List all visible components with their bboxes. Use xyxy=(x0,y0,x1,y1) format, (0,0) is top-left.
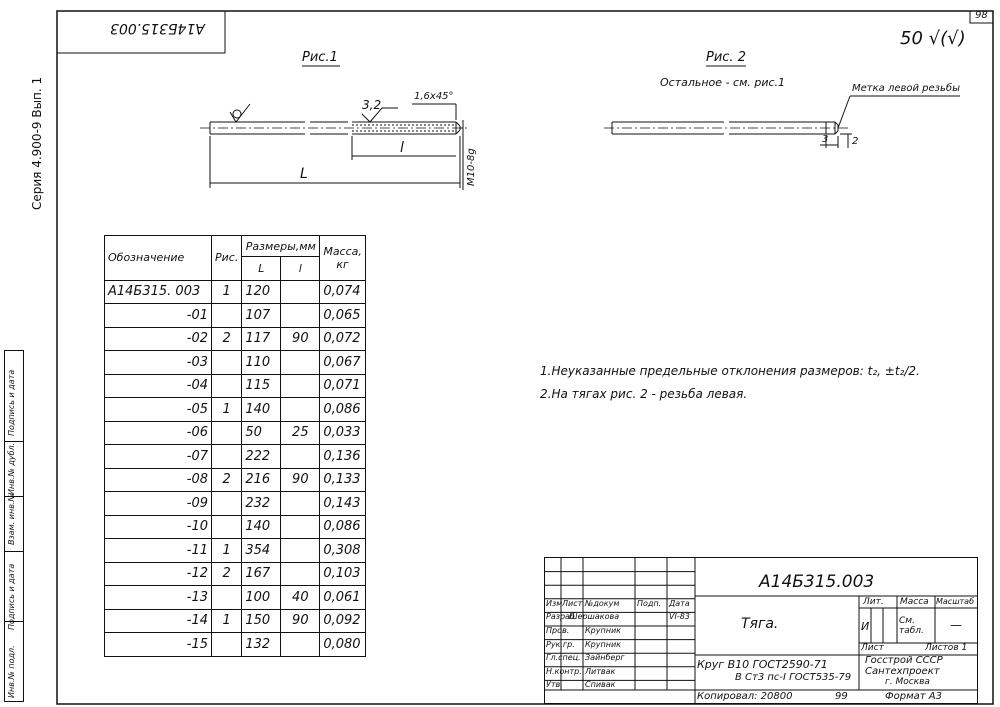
table-row-l: 90 xyxy=(281,609,320,633)
table-row-l xyxy=(281,515,320,539)
table-row-designation: А14Б315. 003 xyxy=(105,280,212,304)
fig2-rest: Остальное - см. рис.1 xyxy=(660,76,786,89)
header-l: l xyxy=(281,257,320,281)
tb-lit: Лит. xyxy=(863,597,884,607)
tb-role-date: VI-83 xyxy=(669,612,690,621)
tb-date-header: Дата xyxy=(669,599,690,608)
table-row-fig xyxy=(212,633,242,657)
table-row-mass: 0,033 xyxy=(320,421,366,445)
table-row-designation: -11 xyxy=(105,539,212,563)
table-row-mass: 0,072 xyxy=(320,327,366,351)
tb-role-name: Шершакова xyxy=(569,612,620,621)
tb-name: Тяга. xyxy=(741,616,779,632)
table-row-mass: 0,067 xyxy=(320,351,366,375)
table-row-fig xyxy=(212,374,242,398)
table-row-l xyxy=(281,445,320,469)
tb-org-2: Сантехпроект xyxy=(865,666,940,677)
tb-role: Утв. xyxy=(546,680,563,689)
table-row-l xyxy=(281,492,320,516)
tb-role: Рук.гр. xyxy=(546,640,575,649)
tb-role-name: Крупник xyxy=(585,626,621,635)
table-row-fig: 2 xyxy=(212,562,242,586)
tb-role: Н.контр. xyxy=(546,667,582,676)
table-row-designation: -04 xyxy=(105,374,212,398)
table-row-mass: 0,086 xyxy=(320,398,366,422)
table-row-mass: 0,074 xyxy=(320,280,366,304)
table-row-L: 110 xyxy=(242,351,281,375)
table-row-designation: -09 xyxy=(105,492,212,516)
header-mass: Масса, кг xyxy=(320,236,366,281)
tb-lit-val: И xyxy=(861,620,870,633)
table-row-fig xyxy=(212,492,242,516)
table-row-l: 40 xyxy=(281,586,320,610)
table-row-l: 90 xyxy=(281,327,320,351)
tb-mass-val: См. табл. xyxy=(899,616,924,636)
table-row-mass: 0,086 xyxy=(320,515,366,539)
table-row-designation: -08 xyxy=(105,468,212,492)
tb-scale: Масштаб xyxy=(936,597,975,606)
table-row-designation: -05 xyxy=(105,398,212,422)
tb-role-name: Спивак xyxy=(585,680,616,689)
fig1-dim-L: L xyxy=(300,166,308,182)
note-2: 2.На тягах рис. 2 - резьба левая. xyxy=(540,387,748,401)
tb-mass: Масса xyxy=(900,597,929,607)
table-row-mass: 0,308 xyxy=(320,539,366,563)
table-row-fig xyxy=(212,586,242,610)
table-row-mass: 0,061 xyxy=(320,586,366,610)
table-row-designation: -14 xyxy=(105,609,212,633)
table-row-fig: 1 xyxy=(212,280,242,304)
fig1-chamfer: 1,6x45° xyxy=(414,91,454,102)
table-row-designation: -12 xyxy=(105,562,212,586)
table-row-mass: 0,136 xyxy=(320,445,366,469)
table-row-designation: -02 xyxy=(105,327,212,351)
fig2-title: Рис. 2 xyxy=(706,50,746,65)
header-designation: Обозначение xyxy=(105,236,212,281)
table-row-L: 115 xyxy=(242,374,281,398)
table-row-fig xyxy=(212,351,242,375)
table-row-designation: -06 xyxy=(105,421,212,445)
fig1-roughness-small: 3,2 xyxy=(362,98,382,112)
roughness-symbol: 50 √(√) xyxy=(900,28,966,49)
table-row-fig: 1 xyxy=(212,539,242,563)
table-row-designation: -07 xyxy=(105,445,212,469)
table-row-fig: 1 xyxy=(212,398,242,422)
table-row-mass: 0,065 xyxy=(320,304,366,328)
tb-format: Формат А3 xyxy=(885,691,942,702)
table-row-fig: 2 xyxy=(212,468,242,492)
tb-num99: 99 xyxy=(835,691,848,702)
tb-org-1: Госстрой СССР xyxy=(865,655,943,666)
tb-material-2: В Ст3 пс-I ГОСТ535-79 xyxy=(735,672,852,683)
note-1: 1.Неуказанные предельные отклонения размеров: t₂, ±t₂/2. xyxy=(540,364,920,378)
table-row-l xyxy=(281,374,320,398)
table-row-L: 120 xyxy=(242,280,281,304)
header-fig: Рис. xyxy=(212,236,242,281)
fig1-dim-l: l xyxy=(400,140,404,156)
title-block xyxy=(544,557,978,704)
table-row-L: 140 xyxy=(242,515,281,539)
tb-role-name: Крупник xyxy=(585,640,621,649)
table-row-L: 107 xyxy=(242,304,281,328)
table-row-L: 216 xyxy=(242,468,281,492)
tb-doc-header: №докум xyxy=(585,599,620,608)
table-row-L: 150 xyxy=(242,609,281,633)
table-row-l xyxy=(281,562,320,586)
tb-sheet-header: Лист xyxy=(562,599,583,608)
table-row-mass: 0,092 xyxy=(320,609,366,633)
fig1-thread: М10-8g xyxy=(466,148,477,186)
table-row-l xyxy=(281,398,320,422)
fig2-dim-2: 2 xyxy=(852,136,859,147)
header-dims: Размеры,мм xyxy=(242,236,320,257)
tb-role: Пров. xyxy=(546,626,570,635)
tb-sheet: Лист xyxy=(861,643,884,653)
table-row-fig xyxy=(212,421,242,445)
table-row-L: 167 xyxy=(242,562,281,586)
table-row-l xyxy=(281,633,320,657)
table-row-mass: 0,103 xyxy=(320,562,366,586)
table-row-l xyxy=(281,280,320,304)
table-row-L: 140 xyxy=(242,398,281,422)
table-row-mass: 0,143 xyxy=(320,492,366,516)
sheet-number: 98 xyxy=(975,10,988,21)
side-label-2: Подпись и дата xyxy=(7,563,16,630)
tb-material-1: Круг В10 ГОСТ2590-71 xyxy=(697,658,828,671)
tb-role-name: Литвак xyxy=(585,667,616,676)
header-L: L xyxy=(242,257,281,281)
table-row-mass: 0,071 xyxy=(320,374,366,398)
tb-code: А14Б315.003 xyxy=(759,572,875,592)
tb-role-header: Изм xyxy=(546,599,563,608)
table-row-fig xyxy=(212,445,242,469)
series-label: Серия 4.900-9 Вып. 1 xyxy=(30,76,44,210)
table-row-mass: 0,133 xyxy=(320,468,366,492)
side-label-1: Инв.№ подл. xyxy=(7,645,16,698)
tb-scale-val: — xyxy=(950,618,962,632)
side-label-5: Подпись и дата xyxy=(7,369,16,436)
table-row-designation: -15 xyxy=(105,633,212,657)
spec-table xyxy=(104,235,366,657)
table-row-fig: 1 xyxy=(212,609,242,633)
side-label-3: Взам. инв.№ xyxy=(7,493,16,545)
fig1-title: Рис.1 xyxy=(302,50,338,65)
table-row-designation: -13 xyxy=(105,586,212,610)
tb-copied: Копировал: 20800 xyxy=(697,691,793,702)
table-row-fig xyxy=(212,515,242,539)
tb-role: Разраб. xyxy=(546,612,578,621)
tb-sig-header: Подп. xyxy=(637,599,662,608)
table-row-designation: -01 xyxy=(105,304,212,328)
fig2-dim-3: 3 xyxy=(822,134,829,145)
table-row-L: 132 xyxy=(242,633,281,657)
table-row-l xyxy=(281,539,320,563)
table-row-fig xyxy=(212,304,242,328)
table-row-l xyxy=(281,304,320,328)
table-row-L: 222 xyxy=(242,445,281,469)
table-row-designation: -10 xyxy=(105,515,212,539)
table-row-L: 50 xyxy=(242,421,281,445)
tb-role: Гл.спец. xyxy=(546,653,581,662)
tb-org-3: г. Москва xyxy=(885,677,930,687)
table-row-l: 25 xyxy=(281,421,320,445)
top-stamp: А14Б315.003 xyxy=(110,20,205,36)
tb-role-name: Зайнберг xyxy=(585,653,625,662)
fig2-left-thread: Метка левой резьбы xyxy=(852,83,960,94)
table-row-L: 100 xyxy=(242,586,281,610)
side-label-4: Инв.№ дубл. xyxy=(7,442,16,495)
table-row-fig: 2 xyxy=(212,327,242,351)
table-row-designation: -03 xyxy=(105,351,212,375)
table-row-l: 90 xyxy=(281,468,320,492)
table-row-L: 354 xyxy=(242,539,281,563)
table-row-l xyxy=(281,351,320,375)
table-row-mass: 0,080 xyxy=(320,633,366,657)
table-row-L: 117 xyxy=(242,327,281,351)
table-row-L: 232 xyxy=(242,492,281,516)
tb-sheets: Листов 1 xyxy=(925,643,968,653)
